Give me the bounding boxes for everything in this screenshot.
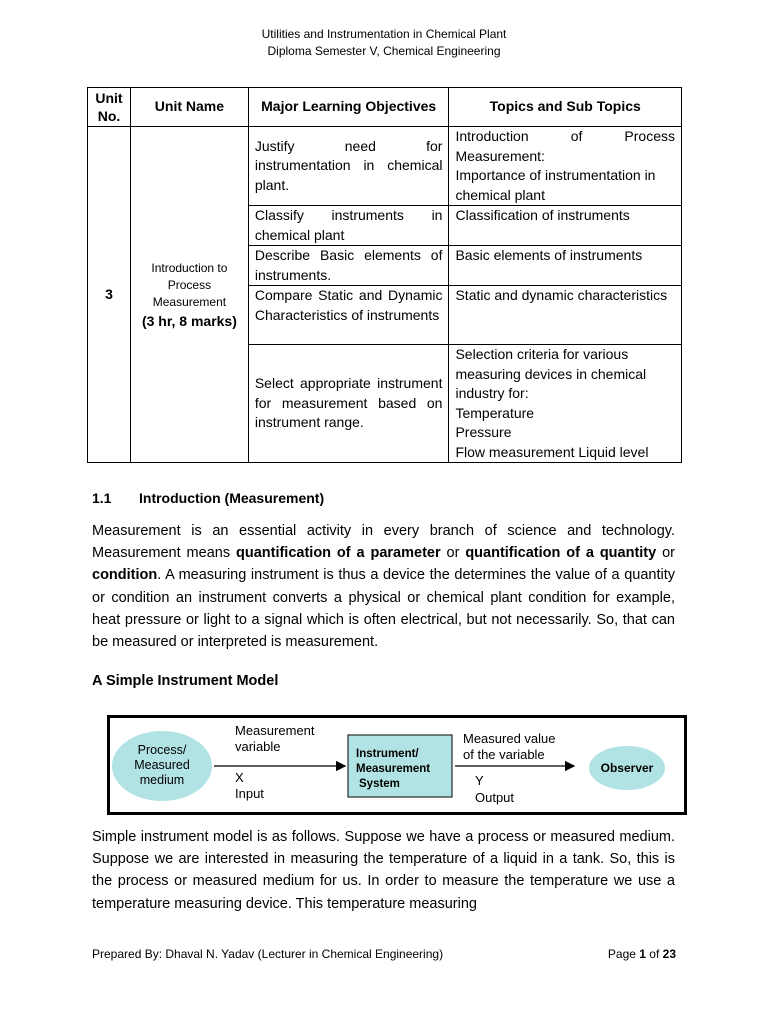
page-current: 1 <box>639 947 646 961</box>
header-topics: Topics and Sub Topics <box>449 88 682 127</box>
topic-line: Importance of instrumentation in chemical plant <box>455 167 656 203</box>
table-header-row <box>88 88 682 127</box>
para-bold: quantification of a parameter <box>235 545 441 562</box>
page-of: of <box>645 947 663 961</box>
model-paragraph: Simple instrument model is as follows. Suppose we have a process or measured medium. Suppose we are interested in measuring the temperature of a liquid in a tank. So, this is the process or measured medium for us. In order to measure the temperature we use a temperature measuring device. This temperature measuring <box>92 829 675 912</box>
footer-page-number <box>608 947 676 961</box>
objective-cell: Describe Basic elements of instruments. <box>248 246 449 286</box>
unit-marks: (3 hr, 8 marks) <box>141 312 237 329</box>
instrument-label-line3: System <box>359 778 400 790</box>
page-total: 23 <box>662 947 676 961</box>
header-objectives: Major Learning Objectives <box>248 88 449 127</box>
unit-name-line3: Measurement <box>152 294 227 309</box>
para-bold: condition <box>92 567 158 584</box>
unit-table <box>87 87 682 463</box>
objective-cell: Compare Static and Dynamic Characteristics of instruments <box>248 286 449 345</box>
unit-name <box>130 127 248 463</box>
objective-cell: Select appropriate instrument for measurement based on instrument range. <box>248 345 449 463</box>
unit-name-line2: Process <box>167 277 212 292</box>
para-text: . A measuring instrument is thus a device the determines the value of a quantity or condition an instrument converts a physical or chemical plant condition for example, heat pressure or light to a signal which is often electrical, but not necessarily. So, that can be measured or interpreted is measurement. <box>92 567 675 651</box>
input-symbol: X <box>235 770 244 785</box>
unit-number: 3 <box>88 127 131 463</box>
para-text: or <box>440 545 466 562</box>
footer-prepared-by: Prepared By: Dhaval N. Yadav (Lecturer in Chemical Engineering) <box>92 947 444 961</box>
topic-line: Selection criteria for various measuring devices in chemical industry for: <box>455 346 647 401</box>
process-label-line1: Process/ <box>137 743 187 757</box>
input-label: Input <box>235 786 264 801</box>
instrument-model-diagram <box>107 715 687 815</box>
observer-label: Observer <box>600 761 654 775</box>
table-row <box>88 127 682 206</box>
page-header <box>0 26 768 60</box>
para-bold: quantification of a quantity <box>465 545 657 562</box>
para-text: or <box>656 545 675 562</box>
output-symbol: Y <box>475 773 484 788</box>
instrument-label-line1: Instrument/ <box>356 748 419 760</box>
measurement-variable-line2: variable <box>235 739 281 754</box>
topic-cell <box>449 127 682 206</box>
header-no-label: No. <box>97 108 121 124</box>
topic-cell <box>449 345 682 463</box>
objective-cell: Classify instruments in chemical plant <box>248 206 449 246</box>
instrument-label-line2: Measurement <box>356 763 431 775</box>
measured-value-line1: Measured value <box>463 731 556 746</box>
output-label: Output <box>475 790 515 805</box>
topic-cell: Basic elements of instruments <box>449 246 682 286</box>
topic-cell: Classification of instruments <box>449 206 682 246</box>
section-number: 1.1 <box>92 490 112 506</box>
page-footer <box>92 947 676 961</box>
measurement-variable-line1: Measurement <box>235 723 315 738</box>
measured-value-line2: of the variable <box>463 747 545 762</box>
para-text: Measurement is an essential activity in every branch of science and technology. Measurement means <box>92 523 675 562</box>
unit-name-line1: Introduction to <box>151 260 228 275</box>
section-title: Introduction (Measurement) <box>139 490 325 506</box>
intro-paragraph <box>92 520 675 653</box>
header-course-title: Utilities and Instrumentation in Chemical Plant <box>261 27 507 41</box>
topic-line: Flow measurement Liquid level <box>455 443 649 460</box>
topic-line: Introduction of Process <box>455 128 675 144</box>
header-unit-label: Unit <box>95 90 123 106</box>
topic-line: Measurement: <box>455 147 545 164</box>
header-unit-no <box>88 88 131 127</box>
section-heading <box>92 490 324 506</box>
model-title: A Simple Instrument Model <box>92 673 279 689</box>
header-semester: Diploma Semester V, Chemical Engineering <box>267 44 501 58</box>
diagram-svg <box>110 718 684 812</box>
header-unit-name: Unit Name <box>130 88 248 127</box>
process-label-line3: medium <box>139 773 185 787</box>
objective-cell: Justify need for instrumentation in chemical plant. <box>248 127 449 206</box>
topic-line: Temperature <box>455 404 535 421</box>
page-prefix: Page <box>607 947 640 961</box>
process-label-line2: Measured <box>134 758 190 772</box>
topic-line: Pressure <box>455 424 512 440</box>
topic-cell: Static and dynamic characteristics <box>449 286 682 345</box>
